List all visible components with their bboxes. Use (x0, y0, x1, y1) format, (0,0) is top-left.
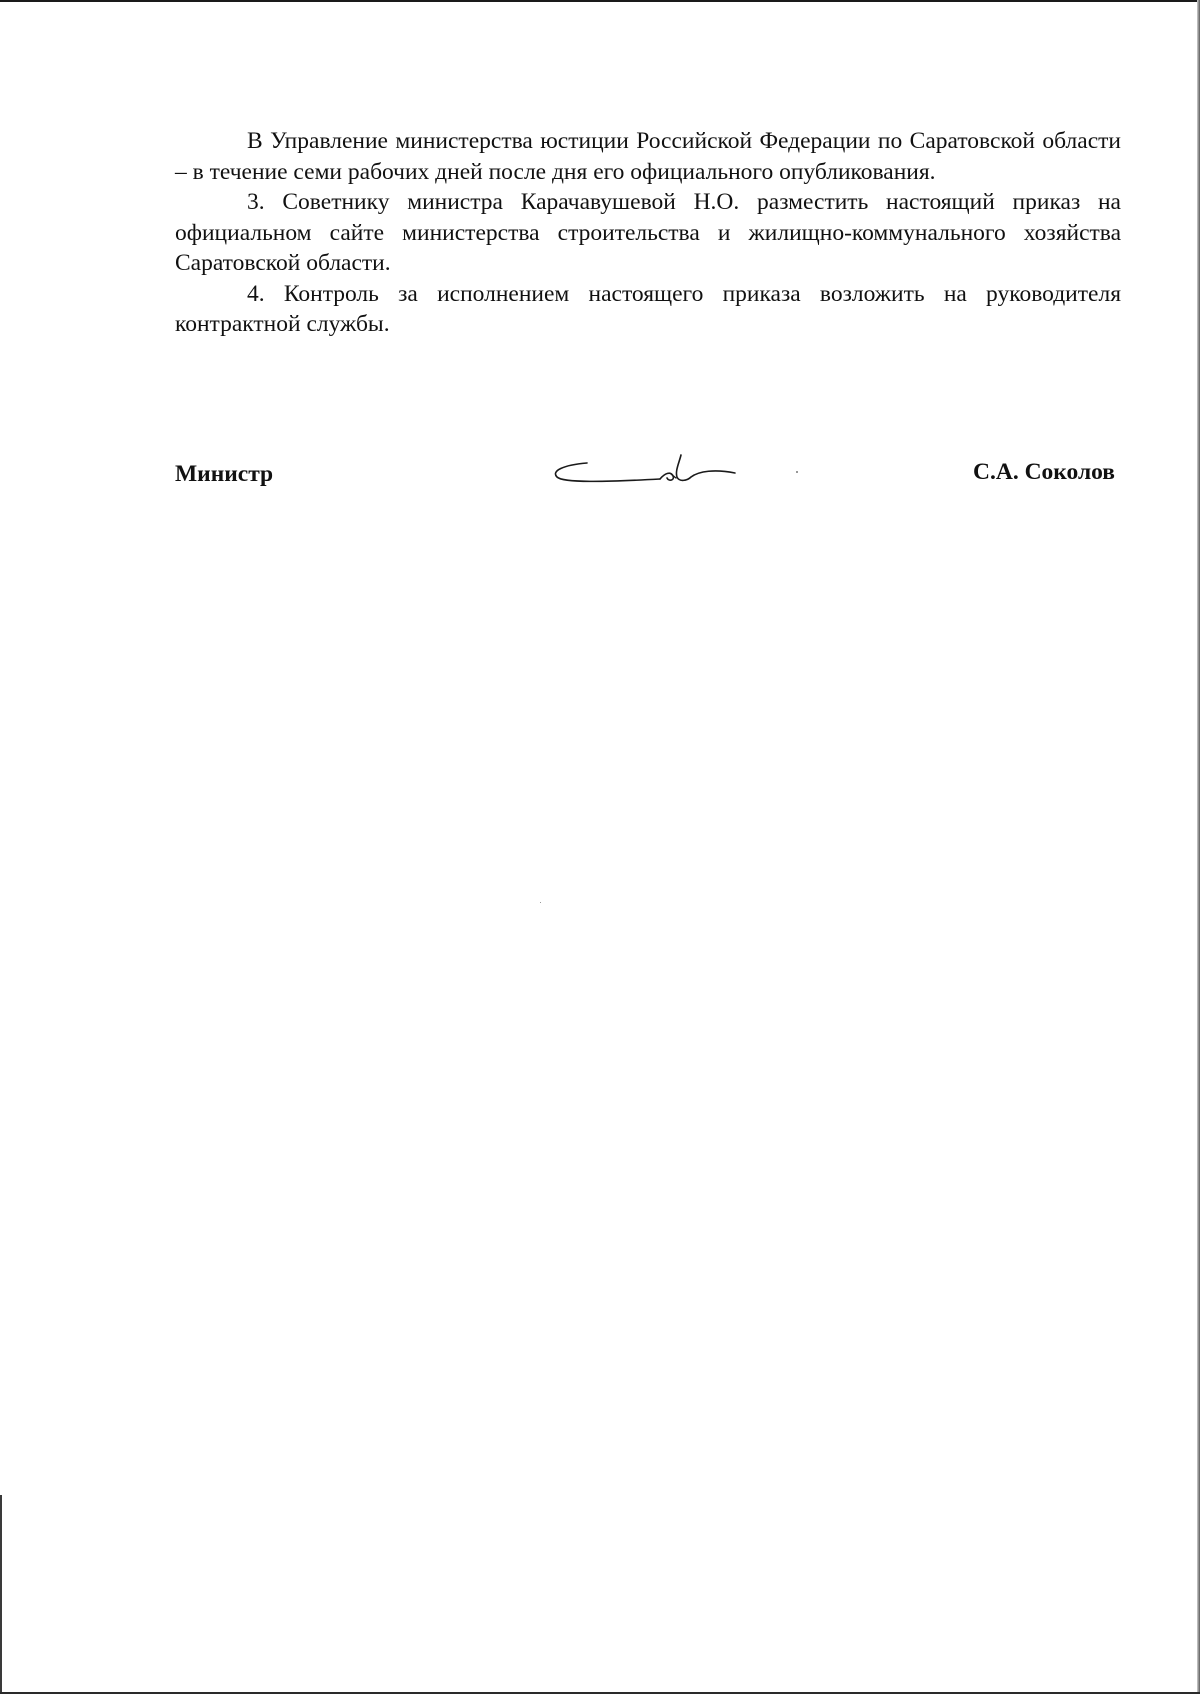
paragraph-item-4: 4. Контроль за исполнением настоящего приказа возложить на руководителя контрактной службы. (175, 280, 1121, 337)
scan-speck (796, 471, 798, 473)
signer-name: С.А. Соколов (973, 459, 1115, 485)
scan-edge-left (0, 1495, 2, 1694)
paragraph-item-3: 3. Советнику министра Карачавушевой Н.О. разместить настоящий приказ на официальном сайте министерства строительства и жилищно-коммунального хозяйства Саратовской области. (175, 189, 1121, 276)
handwritten-signature-icon (545, 449, 775, 509)
signer-title: Министр (175, 461, 274, 487)
scan-edge-top (0, 0, 1200, 2)
scan-speck (540, 902, 541, 903)
paragraph-justice-submission: В Управление министерства юстиции Российской Федерации по Саратовской области – в течение семи рабочих дней после дня его официального опубликования. (175, 128, 1121, 185)
document-body (175, 126, 1121, 340)
signature-block (175, 455, 1115, 495)
